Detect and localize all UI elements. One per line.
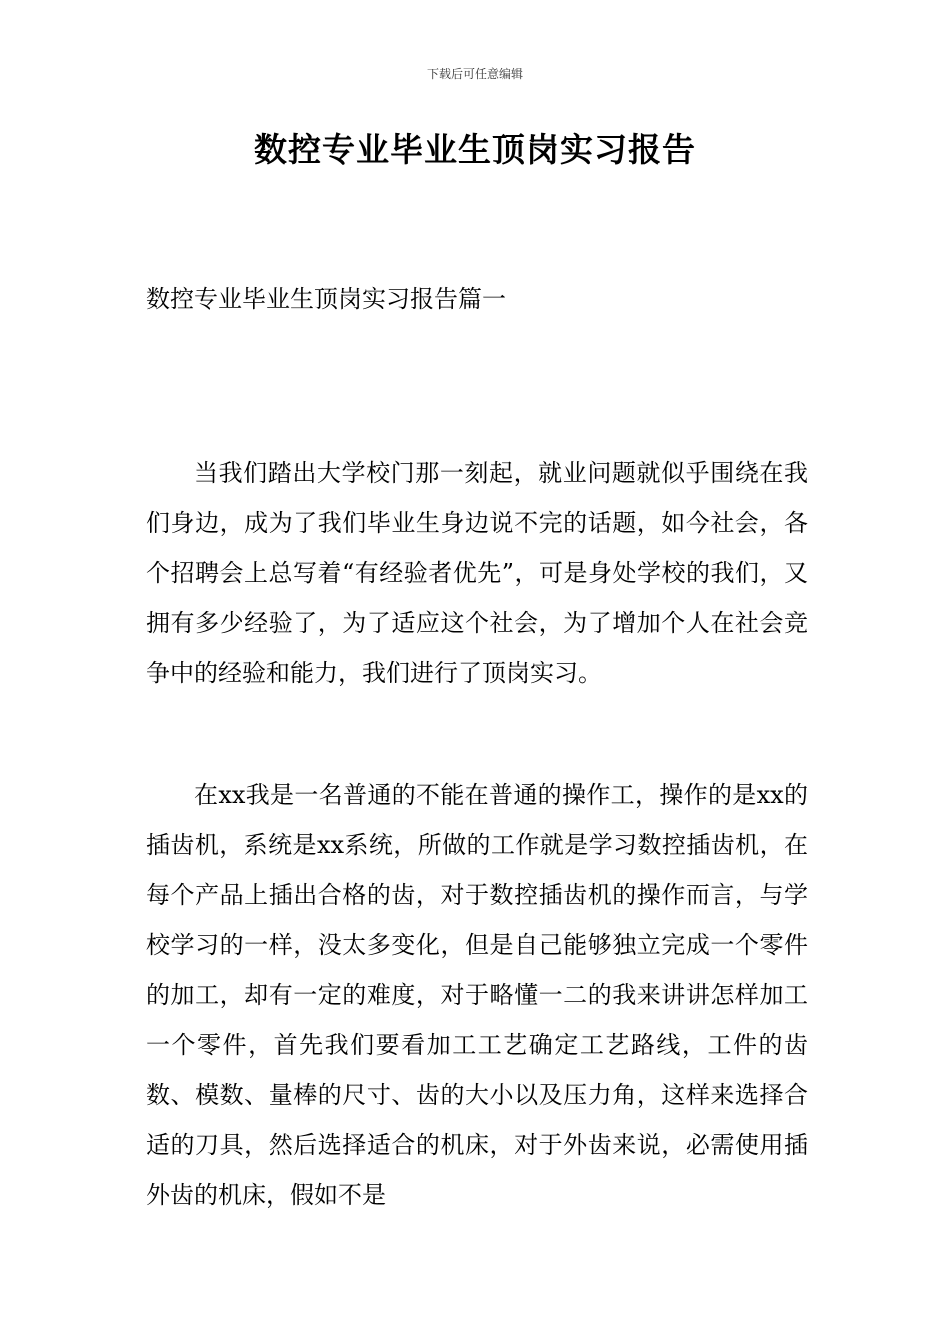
section-heading: 数控专业毕业生顶岗实习报告篇一 [146, 285, 506, 313]
document-title: 数控专业毕业生顶岗实习报告 [254, 130, 696, 169]
header-note: 下载后可任意编辑 [426, 67, 523, 81]
body-paragraph-2: 在xx我是一名普通的不能在普通的操作工，操作的是xx的插齿机，系统是xx系统，所做的工作就是学习数控插齿机，在每个产品上插出合格的齿，对于数控插齿机的操作而言，与学校学习的一样，没太多变化，但是自己能够独立完成一个零件的加工，却有一定的难度，对于略懂一二的我来讲讲怎样加工一个零件，首先我们要看加工工艺确定工艺路线，工件的齿数、模数、量棒的尺寸、齿的大小以及压力角，这样来选择合适的刀具，然后选择适合的机床，对于外齿来说，必需使用插外齿的机床，假如不是 [146, 781, 808, 1209]
body-paragraph-1: 当我们踏出大学校门那一刻起，就业问题就似乎围绕在我们身边，成为了我们毕业生身边说不完的话题，如今社会，各个招聘会上总写着“有经验者优先”，可是身处学校的我们，又拥有多少经验了，为了适应这个社会，为了增加个人在社会竞争中的经验和能力，我们进行了顶岗实习。 [146, 459, 808, 687]
